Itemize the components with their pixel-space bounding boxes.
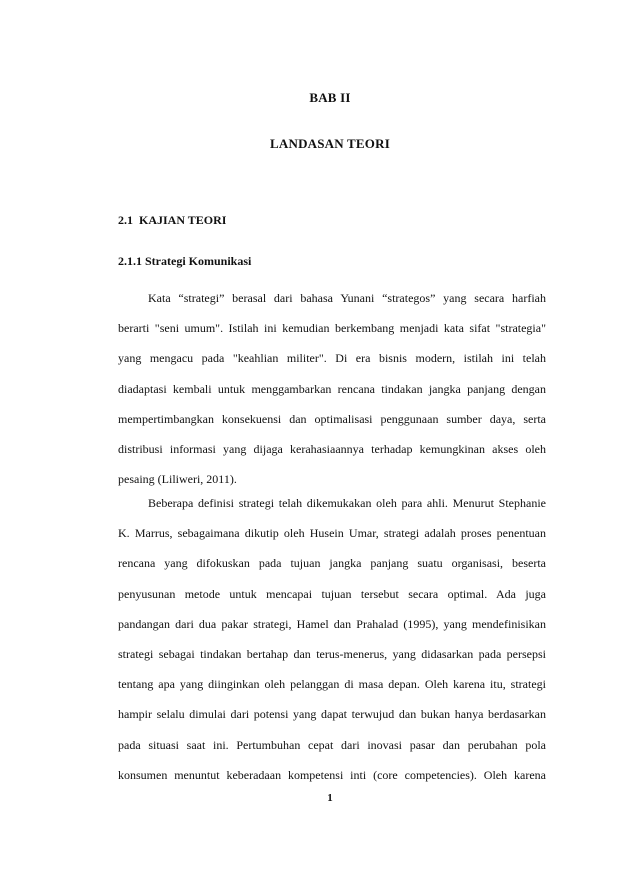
paragraph-line: yang mengacu pada "keahlian militer". Di era bisnis modern, istilah ini telah: [118, 351, 546, 366]
paragraph-line: K. Marrus, sebagaimana dikutip oleh Husein Umar, strategi adalah proses penentuan: [118, 526, 546, 541]
paragraph-line: pandangan dari dua pakar strategi, Hamel dan Prahalad (1995), yang mendefinisikan: [118, 616, 546, 631]
paragraph-line: strategi sebagai tindakan bertahap dan terus-menerus, yang didasarkan pada persepsi: [118, 647, 546, 662]
section-heading: 2.1 KAJIAN TEORI: [118, 213, 227, 227]
chapter-number: BAB II: [309, 90, 351, 105]
paragraph-line: pesaing (Liliweri, 2011).: [118, 472, 237, 487]
paragraph-line: diadaptasi kembali untuk menggambarkan rencana tindakan jangka panjang dengan: [118, 381, 546, 396]
subsection-heading: 2.1.1 Strategi Komunikasi: [118, 254, 252, 268]
paragraph-line: konsumen menuntut keberadaan kompetensi inti (core competencies). Oleh karena: [118, 767, 546, 782]
paragraph-line: berarti "seni umum". Istilah ini kemudian berkembang menjadi kata sifat "strategia": [118, 321, 546, 336]
paragraph-2: [118, 488, 546, 790]
page-number: 1: [327, 792, 333, 804]
paragraph-line: tentang apa yang diinginkan oleh pelanggan di masa depan. Oleh karena itu, strategi: [118, 677, 546, 692]
paragraph-1: [118, 283, 546, 494]
paragraph-line: Kata “strategi” berasal dari bahasa Yunani “strategos” yang secara harfiah: [148, 291, 546, 305]
paragraph-line: Beberapa definisi strategi telah dikemukakan oleh para ahli. Menurut Stephanie: [148, 496, 546, 510]
paragraph-line: distribusi informasi yang dijaga kerahasiaannya terhadap kemungkinan akses oleh: [118, 442, 546, 457]
paragraph-line: hampir selalu dimulai dari potensi yang dapat terwujud dan bukan hanya berdasarkan: [118, 707, 546, 722]
paragraph-line: penyusunan metode untuk mencapai tujuan tersebut secara optimal. Ada juga: [118, 586, 546, 601]
paragraph-line: mempertimbangkan konsekuensi dan optimalisasi penggunaan sumber daya, serta: [118, 411, 546, 426]
paragraph-line: rencana yang difokuskan pada tujuan jangka panjang suatu organisasi, beserta: [118, 556, 546, 571]
chapter-title: LANDASAN TEORI: [270, 136, 390, 151]
paragraph-line: pada situasi saat ini. Pertumbuhan cepat dari inovasi pasar dan perubahan pola: [118, 737, 546, 752]
